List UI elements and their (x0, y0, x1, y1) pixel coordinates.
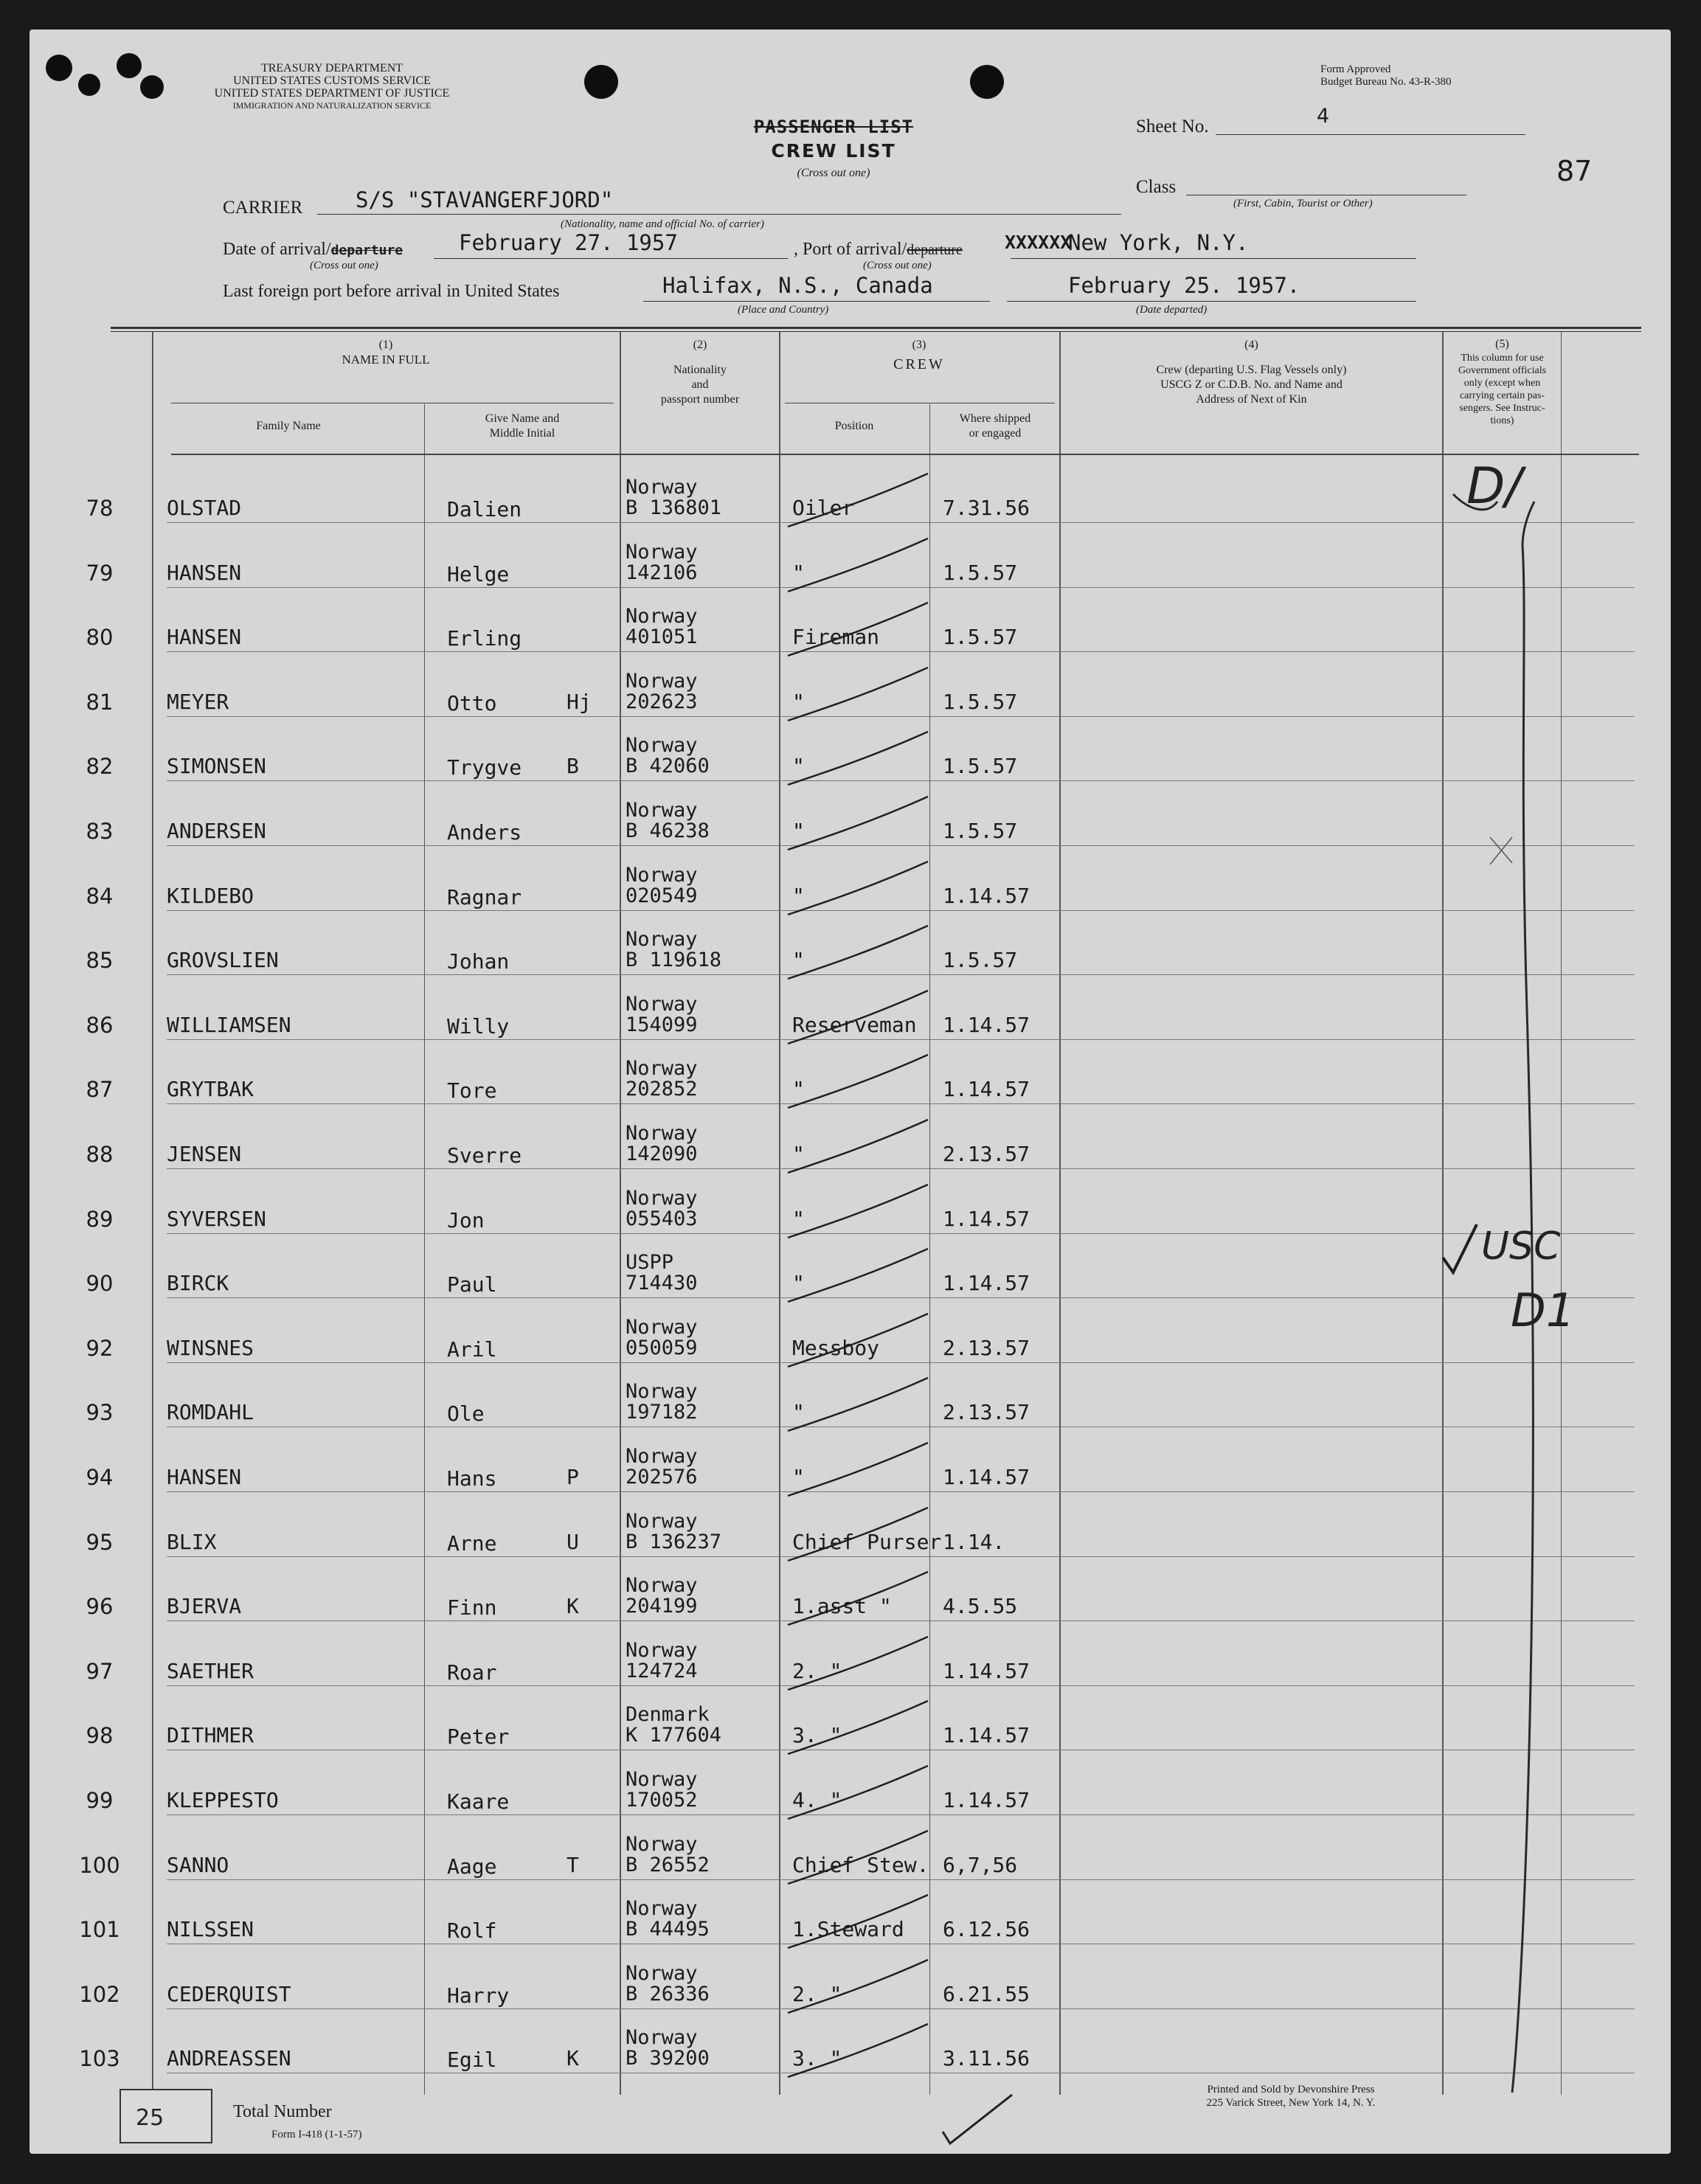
nationality: Norway (626, 1122, 698, 1145)
given-name: Erling (447, 626, 522, 651)
where-shipped: 1.14.57 (943, 1465, 1030, 1489)
col1-title: NAME IN FULL (342, 353, 430, 367)
crew-position: Fireman (792, 625, 880, 650)
given-name: Helge (447, 561, 510, 586)
nationality: Norway (626, 540, 698, 564)
nationality: Norway (626, 799, 698, 822)
crew-position: " (792, 560, 805, 585)
middle-initial: U (567, 1529, 579, 1554)
given-name: Finn (447, 1595, 497, 1620)
middle-initial: Hj (567, 689, 592, 714)
nationality: Norway (626, 1380, 698, 1404)
given-name: Paul (447, 1272, 497, 1297)
family-name: GRYTBAK (167, 1077, 254, 1102)
passport-number: 170052 (626, 1789, 698, 1812)
crew-position: " (792, 819, 805, 843)
given-name: Kaare (447, 1789, 510, 1814)
crew-position: Reserveman (792, 1012, 917, 1037)
family-name: NILSSEN (167, 1917, 254, 1942)
given-name: Tore (447, 1078, 497, 1103)
justice-line: UNITED STATES DEPARTMENT OF JUSTICE (214, 87, 450, 100)
family-name: SYVERSEN (167, 1206, 266, 1231)
row-number: 101 (79, 1917, 120, 1943)
col3-title: CREW (893, 356, 945, 372)
row-number: 83 (86, 819, 114, 844)
title-note: (Cross out one) (797, 167, 870, 179)
crew-position: Messboy (792, 1335, 880, 1360)
crew-position: " (792, 1465, 805, 1489)
crew-position: 2. " (792, 1981, 842, 2006)
family-name: BJERVA (167, 1594, 242, 1619)
crew-position: " (792, 754, 805, 779)
nationality: Norway (626, 1961, 698, 1985)
given-name: Harry (447, 1983, 510, 2008)
col1-number: (1) (378, 339, 393, 351)
printer-imprint: Printed and Sold by Devonshire Press 225 Varick Street, New York 14, N. Y. (1206, 2084, 1376, 2109)
where-shipped: 1.5.57 (943, 689, 1018, 714)
nationality: Norway (626, 863, 698, 887)
footer-check-mark (30, 30, 1671, 2154)
col4-heading: (4) Crew (departing U.S. Flag Vessels only) USCG Z or C.D.B. No. and Name and Address of Next of Kin (1061, 338, 1442, 407)
family-name: ANDERSEN (167, 819, 266, 843)
passport-number: 202623 (626, 690, 698, 713)
crew-position: " (792, 1400, 805, 1425)
arrival-date-struck: departure (330, 243, 403, 258)
annotation-usc: USC (1481, 1224, 1561, 1269)
crew-position: " (792, 689, 805, 714)
row-number: 100 (79, 1852, 120, 1878)
passport-number: B 136237 (626, 1530, 722, 1553)
date-departed-note: (Date departed) (1136, 304, 1208, 316)
form-number: Form I-418 (1-1-57) (271, 2129, 362, 2140)
carrier-label: CARRIER (223, 198, 303, 218)
crew-position: Chief Stew. (792, 1852, 929, 1877)
row-number: 90 (86, 1271, 114, 1297)
crew-position: " (792, 1206, 805, 1231)
crew-position: 3. " (792, 2046, 842, 2071)
passport-number: 142090 (626, 1143, 698, 1165)
family-name: ROMDAHL (167, 1400, 254, 1425)
middle-initial: B (567, 754, 579, 779)
row-number: 95 (86, 1529, 114, 1555)
passport-number: 401051 (626, 625, 698, 649)
form-approved: Form Approved (1320, 63, 1391, 75)
passport-number: 204199 (626, 1595, 698, 1618)
passport-number: B 119618 (626, 949, 722, 972)
col2-number: (2) (693, 339, 707, 351)
row-number: 89 (86, 1206, 114, 1232)
port-note: (Cross out one) (863, 260, 932, 271)
passport-number: B 46238 (626, 819, 710, 842)
where-shipped: 1.5.57 (943, 819, 1018, 843)
middle-initial: P (567, 1465, 579, 1489)
passport-number: 202852 (626, 1078, 698, 1101)
where-shipped: 1.5.57 (943, 560, 1018, 585)
given-name: Egil (447, 2048, 497, 2073)
given-name: Dalien (447, 497, 522, 521)
family-name: KLEPPESTO (167, 1788, 279, 1812)
family-name: CEDERQUIST (167, 1981, 291, 2006)
given-name: Arne (447, 1530, 497, 1556)
passport-number: B 26552 (626, 1853, 710, 1876)
middle-initial: K (567, 2046, 579, 2071)
col2-heading: (2) Nationality and passport number (621, 338, 779, 407)
passport-number: B 136801 (626, 496, 722, 519)
given-name: Jon (447, 1207, 485, 1233)
family-name: SANNO (167, 1852, 229, 1877)
where-shipped: 4.5.55 (943, 1594, 1018, 1619)
where-shipped: 1.5.57 (943, 754, 1018, 779)
nationality: USPP (626, 1251, 674, 1275)
row-number: 87 (86, 1077, 114, 1103)
where-shipped: 1.14.57 (943, 1271, 1030, 1296)
crew-position: " (792, 1142, 805, 1166)
where-shipped: 1.14. (943, 1529, 1005, 1554)
arrival-date-note: (Cross out one) (310, 260, 378, 271)
last-port-value: Halifax, N.S., Canada (662, 273, 933, 298)
nationality: Norway (626, 1832, 698, 1856)
row-number: 81 (86, 689, 114, 715)
where-shipped: 1.14.57 (943, 1206, 1030, 1231)
passport-number: B 26336 (626, 1982, 710, 2006)
col5-number: (5) (1495, 338, 1509, 350)
last-port-label: Last foreign port before arrival in United States (223, 282, 560, 301)
given-name: Rolf (447, 1918, 497, 1944)
row-number: 80 (86, 625, 114, 651)
where-shipped: 1.14.57 (943, 1012, 1030, 1037)
crew-position: " (792, 948, 805, 973)
given-name: Aage (447, 1854, 497, 1879)
passport-number: 197182 (626, 1401, 698, 1424)
passport-number: K 177604 (626, 1724, 722, 1747)
crew-position: 1.Steward (792, 1917, 904, 1942)
where-shipped: 7.31.56 (943, 496, 1030, 520)
class-note: (First, Cabin, Tourist or Other) (1233, 198, 1373, 209)
row-number: 99 (86, 1788, 114, 1813)
given-name: Johan (447, 949, 510, 974)
where-shipped: 1.14.57 (943, 1077, 1030, 1102)
row-number: 79 (86, 560, 114, 586)
given-name: Ole (447, 1401, 485, 1426)
given-name: Hans (447, 1466, 497, 1491)
where-shipped: 1.5.57 (943, 948, 1018, 973)
nationality: Norway (626, 1057, 698, 1081)
row-number: 86 (86, 1012, 114, 1038)
nationality: Norway (626, 605, 698, 628)
where-shipped: 1.14.57 (943, 1723, 1030, 1748)
given-name: Aril (447, 1337, 497, 1362)
port-label-text: Port of arrival/ (803, 240, 907, 259)
row-number: 88 (86, 1142, 114, 1167)
middle-initial: K (567, 1594, 579, 1619)
passport-number: B 44495 (626, 1918, 710, 1941)
passport-number: 714430 (626, 1272, 698, 1295)
given-name: Ragnar (447, 884, 522, 909)
row-number: 94 (86, 1465, 114, 1490)
nationality: Norway (626, 1509, 698, 1533)
col3-number: (3) (912, 339, 926, 351)
passport-number: 055403 (626, 1207, 698, 1230)
crew-position: " (792, 883, 805, 908)
document-page (30, 30, 1671, 2154)
family-name: WILLIAMSEN (167, 1012, 291, 1037)
nationality: Norway (626, 669, 698, 693)
row-number: 93 (86, 1400, 114, 1426)
family-name: DITHMER (167, 1723, 254, 1748)
where-shipped: 1.14.57 (943, 1788, 1030, 1812)
ins-line: IMMIGRATION AND NATURALIZATION SERVICE (232, 100, 432, 111)
document-title: CREW LIST (771, 140, 896, 162)
family-name: MEYER (167, 689, 229, 714)
given-name: Trygve (447, 755, 522, 780)
carrier-note: (Nationality, name and official No. of carrier) (561, 218, 764, 230)
row-number: 96 (86, 1594, 114, 1620)
family-name: SAETHER (167, 1658, 254, 1683)
sheet-number: 4 (1317, 105, 1330, 128)
row-number: 84 (86, 883, 114, 909)
nationality: Norway (626, 1574, 698, 1598)
date-departed-value: February 25. 1957. (1068, 273, 1300, 298)
passport-number: 020549 (626, 884, 698, 907)
where-shipped: 2.13.57 (943, 1335, 1030, 1360)
port-struck-word: departure (907, 242, 963, 258)
given-name: Roar (447, 1660, 497, 1685)
family-name: GROVSLIEN (167, 948, 279, 973)
where-shipped: 6,7,56 (943, 1852, 1018, 1877)
passport-number: 154099 (626, 1013, 698, 1036)
family-name: OLSTAD (167, 496, 242, 520)
where-shipped: 1.14.57 (943, 883, 1030, 908)
nationality: Norway (626, 992, 698, 1016)
class-label: Class (1136, 177, 1177, 197)
position-heading: Position (834, 420, 874, 432)
row-number: 78 (86, 496, 114, 521)
given-name-heading: Give Name and Middle Initial (485, 412, 560, 440)
family-name: SIMONSEN (167, 754, 266, 779)
nationality: Norway (626, 2026, 698, 2050)
nationality: Norway (626, 734, 698, 758)
family-name: WINSNES (167, 1335, 254, 1360)
page-number: 87 (1556, 155, 1593, 187)
nationality: Norway (626, 1638, 698, 1662)
shipped-heading: Where shipped or engaged (959, 412, 1031, 440)
crew-position: " (792, 1271, 805, 1296)
row-number: 82 (86, 754, 114, 780)
passport-number: 050059 (626, 1336, 698, 1359)
family-name: ANDREASSEN (167, 2046, 291, 2071)
crew-position: 3. " (792, 1723, 842, 1748)
crew-position: Chief Purser (792, 1529, 942, 1554)
family-name: JENSEN (167, 1142, 242, 1166)
row-number: 85 (86, 948, 114, 974)
total-value: 25 (136, 2105, 164, 2131)
row-number: 102 (79, 1981, 120, 2007)
col5-heading: (5) This column for use Government officials only (except when carrying certain pas- sengers. See Instruc- tions) (1444, 338, 1561, 427)
total-label: Total Number (233, 2102, 332, 2121)
given-name: Peter (447, 1724, 510, 1750)
row-number: 103 (79, 2046, 120, 2072)
nationality: Norway (626, 928, 698, 951)
given-name: Willy (447, 1013, 510, 1039)
passport-number: 202576 (626, 1466, 698, 1488)
family-name: BIRCK (167, 1271, 229, 1296)
passport-number: 124724 (626, 1659, 698, 1682)
last-port-note: (Place and Country) (738, 304, 829, 316)
annotation-d1: D1 (1511, 1283, 1576, 1337)
where-shipped: 6.12.56 (943, 1917, 1030, 1942)
where-shipped: 1.14.57 (943, 1658, 1030, 1683)
annotation-top-mark: D/ (1466, 457, 1522, 516)
family-name-heading: Family Name (256, 420, 321, 432)
nationality: Denmark (626, 1703, 710, 1727)
passport-number: 142106 (626, 561, 698, 584)
crew-position: 2. " (792, 1658, 842, 1683)
nationality: Norway (626, 1186, 698, 1210)
family-name: KILDEBO (167, 883, 254, 908)
budget-bureau: Budget Bureau No. 43-R-380 (1320, 76, 1452, 88)
passport-number: B 42060 (626, 755, 710, 778)
family-name: HANSEN (167, 560, 242, 585)
sheet-label: Sheet No. (1136, 117, 1209, 136)
middle-initial: T (567, 1852, 579, 1877)
passport-number: B 39200 (626, 2047, 710, 2070)
given-name: Sverre (447, 1143, 522, 1168)
nationality: Norway (626, 1315, 698, 1339)
family-name: HANSEN (167, 1465, 242, 1489)
nationality: Norway (626, 1768, 698, 1791)
port-value: New York, N.Y. (1068, 230, 1249, 255)
where-shipped: 2.13.57 (943, 1400, 1030, 1425)
row-number: 92 (86, 1335, 114, 1361)
arrival-date-label-text: Date of arrival/ (223, 240, 331, 259)
carrier-value: S/S "STAVANGERFJORD" (356, 187, 614, 212)
row-number: 98 (86, 1723, 114, 1749)
where-shipped: 1.5.57 (943, 625, 1018, 650)
col4-number: (4) (1244, 339, 1258, 351)
crew-position: Oiler (792, 496, 855, 520)
given-name: Otto (447, 690, 497, 715)
treasury-line: TREASURY DEPARTMENT (260, 62, 403, 74)
row-number: 97 (86, 1658, 114, 1684)
nationality: Norway (626, 1897, 698, 1921)
nationality: Norway (626, 1445, 698, 1468)
arrival-date-value: February 27. 1957 (459, 230, 678, 255)
where-shipped: 6.21.55 (943, 1981, 1030, 2006)
struck-title: PASSENGER LIST (753, 117, 914, 137)
crew-position: " (792, 1077, 805, 1102)
where-shipped: 3.11.56 (943, 2046, 1030, 2071)
family-name: HANSEN (167, 625, 242, 650)
given-name: Anders (447, 820, 522, 845)
where-shipped: 2.13.57 (943, 1142, 1030, 1166)
crew-position: 4. " (792, 1788, 842, 1812)
port-struck-typed: XXXXXX (1005, 232, 1072, 253)
customs-line: UNITED STATES CUSTOMS SERVICE (233, 74, 431, 87)
family-name: BLIX (167, 1529, 217, 1554)
nationality: Norway (626, 476, 698, 499)
port-label: , Port of arrival/departure (794, 240, 963, 259)
crew-position: 1.asst " (792, 1594, 892, 1619)
